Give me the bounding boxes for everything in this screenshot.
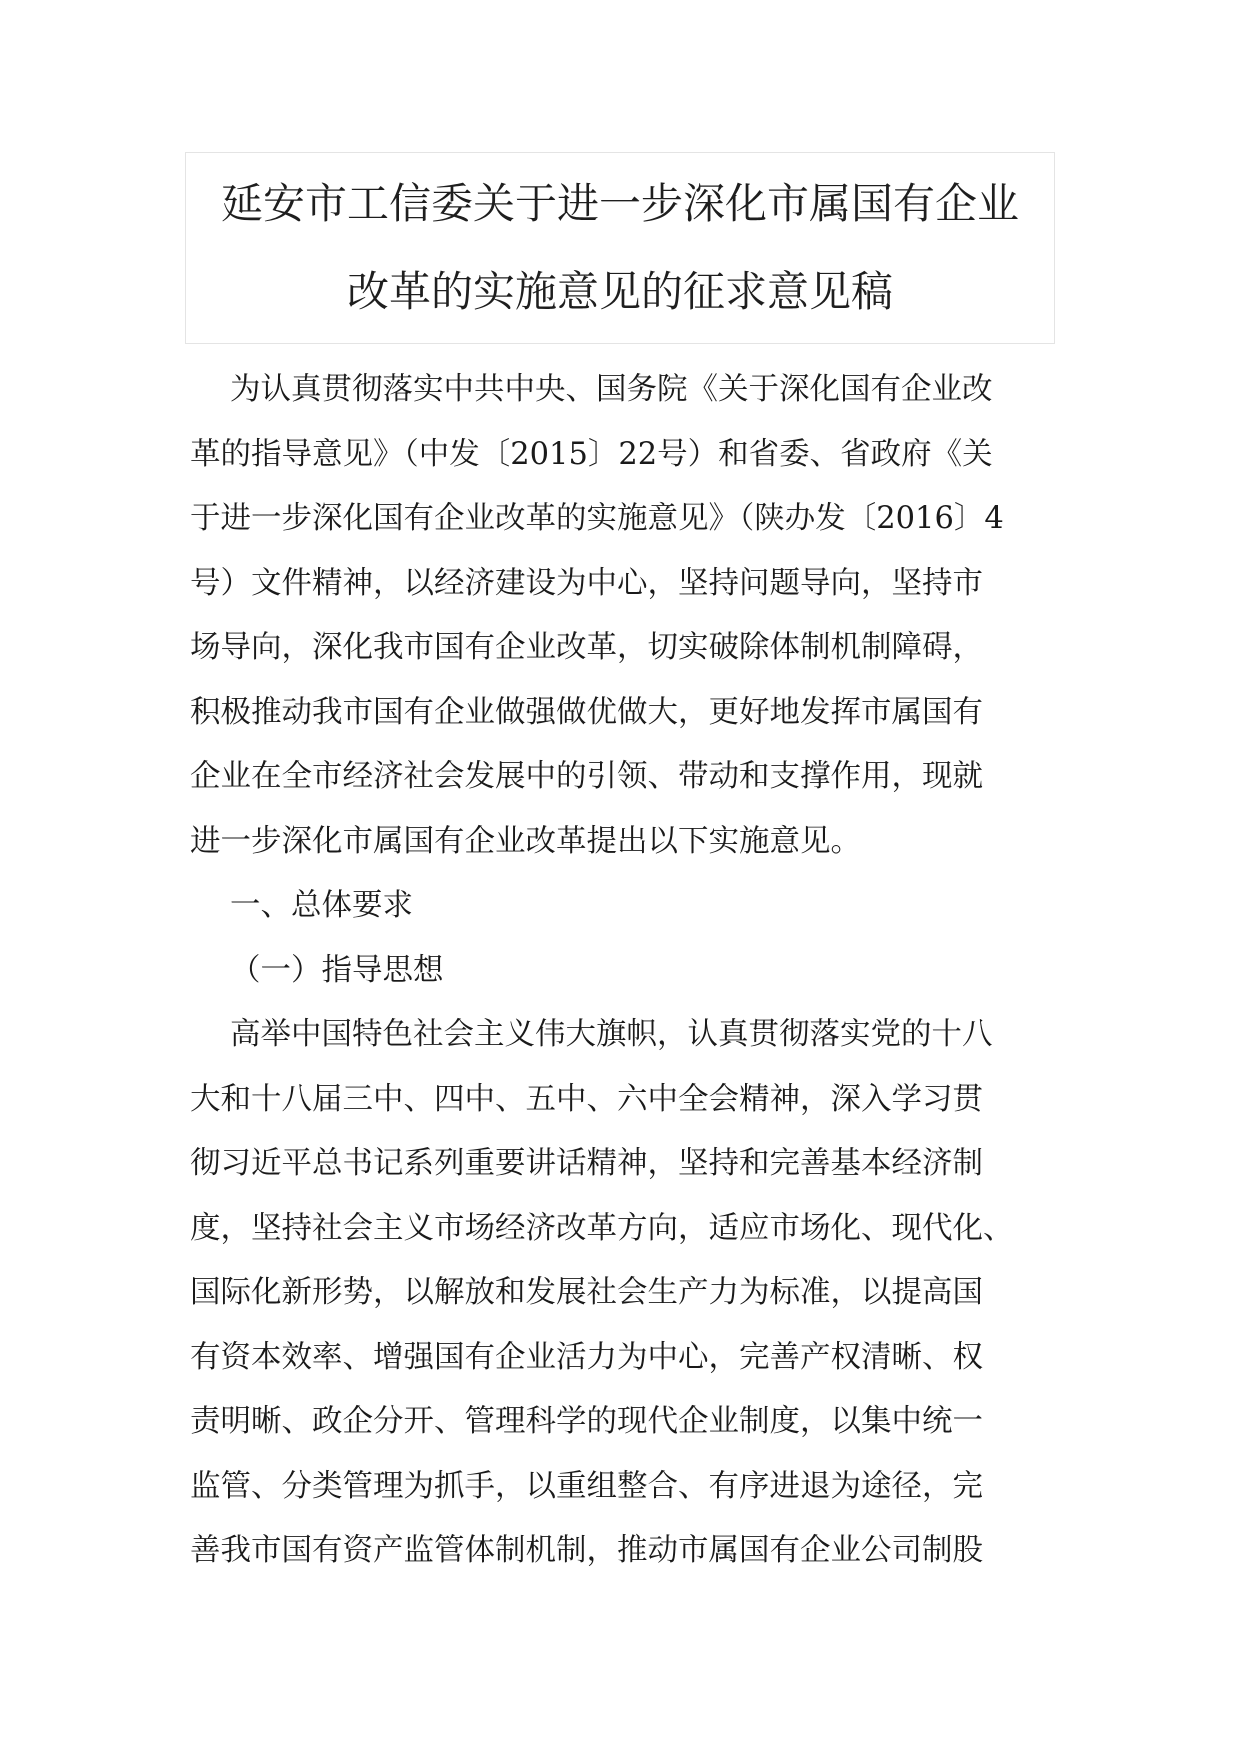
paragraph-1-line-5: 场导向，深化我市国有企业改革，切实破除体制机制障碍，	[190, 630, 983, 665]
paragraph-1-line-8: 进一步深化市属国有企业改革提出以下实施意见。	[190, 823, 861, 859]
paragraph-2-line-5: 国际化新形势，以解放和发展社会生产力为标准，以提高国	[190, 1275, 983, 1310]
paragraph-2-line-2: 大和十八届三中、四中、五中、六中全会精神，深入学习贯	[190, 1081, 983, 1117]
paragraph-2-line-3: 彻习近平总书记系列重要讲话精神，坚持和完善基本经济制	[190, 1146, 983, 1181]
paragraph-1-line-7: 企业在全市经济社会发展中的引领、带动和支撑作用，现就	[190, 759, 983, 794]
paragraph-1-line-6: 积极推动我市国有企业做强做优做大，更好地发挥市属国有	[190, 694, 983, 730]
paragraph-2-line-6: 有资本效率、增强国有企业活力为中心，完善产权清晰、权	[190, 1339, 983, 1375]
subsection-heading-1: （一）指导思想	[230, 952, 444, 988]
paragraph-2-line-9: 善我市国有资产监管体制机制，推动市属国有企业公司制股	[190, 1533, 983, 1568]
document-title-line-1: 延安市工信委关于进一步深化市属国有企业	[220, 179, 1019, 228]
paragraph-2-line-8: 监管、分类管理为抓手，以重组整合、有序进退为途径，完	[190, 1468, 983, 1504]
title-box	[185, 152, 1055, 344]
section-heading-1: 一、总体要求	[230, 888, 413, 923]
paragraph-2-line-4: 度，坚持社会主义市场经济改革方向，适应市场化、现代化、	[190, 1210, 1014, 1246]
paragraph-1-line-1: 为认真贯彻落实中共中央、国务院《关于深化国有企业改	[230, 372, 993, 407]
document-body	[190, 358, 1070, 1584]
paragraph-2-line-1: 高举中国特色社会主义伟大旗帜，认真贯彻落实党的十八	[230, 1017, 993, 1052]
paragraph-2-line-7: 责明晰、政企分开、管理科学的现代企业制度，以集中统一	[190, 1404, 983, 1439]
paragraph-1-line-2: 革的指导意见》（中发〔2015〕22号）和省委、省政府《关	[190, 436, 993, 472]
document-title-line-2: 改革的实施意见的征求意见稿	[346, 267, 893, 316]
paragraph-1-line-4: 号）文件精神，以经济建设为中心，坚持问题导向，坚持市	[190, 565, 983, 601]
paragraph-1-line-3: 于进一步深化国有企业改革的实施意见》（陕办发〔2016〕4	[190, 501, 1004, 536]
